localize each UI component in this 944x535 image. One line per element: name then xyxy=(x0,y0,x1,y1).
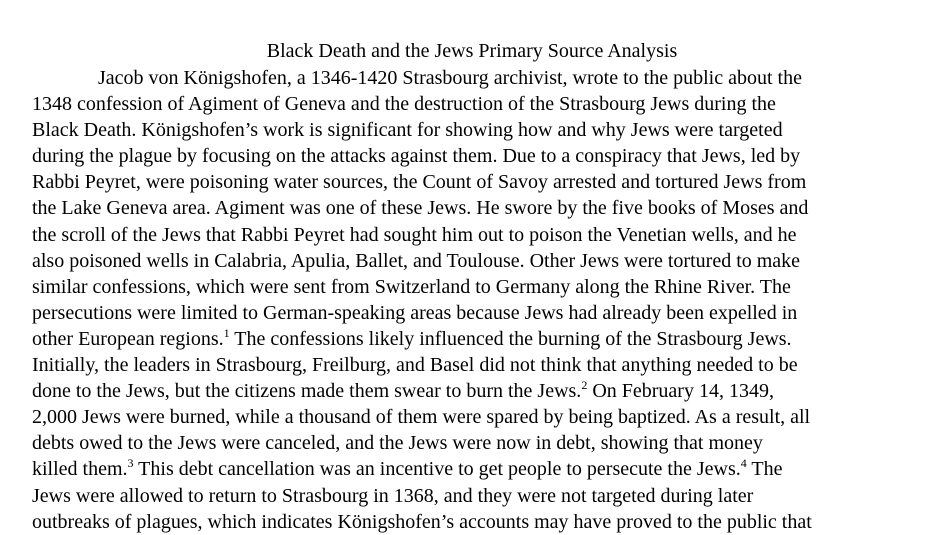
text-segment: The xyxy=(746,458,783,481)
footnote-ref-4[interactable]: 4 xyxy=(740,456,747,471)
text-segment: done to the Jews, but the citizens made them swear to burn the Jews. xyxy=(32,380,582,403)
text-line: debts owed to the Jews were canceled, and the Jews were now in debt, showing that money xyxy=(32,432,763,455)
text-segment: On February 14, 1349, xyxy=(587,380,774,403)
text-line: persecutions were limited to German-speaking areas because Jews had already been expelled in xyxy=(32,301,798,324)
text-line xyxy=(32,378,812,404)
text-line: Rabbi Peyret, were poisoning water sources, the Count of Savoy arrested and tortured Jews from xyxy=(32,171,807,194)
text-line: Jews were allowed to return to Strasbourg in 1368, and they were not targeted during later xyxy=(32,484,754,507)
text-line: Initially, the leaders in Strasbourg, Freilburg, and Basel did not think that anything needed to be xyxy=(32,354,798,377)
text-segment: killed them. xyxy=(32,458,128,481)
text-line: 1348 confession of Agiment of Geneva and the destruction of the Strasbourg Jews during the xyxy=(32,93,776,116)
text-line: 2,000 Jews were burned, while a thousand of them were spared by being baptized. As a result, all xyxy=(32,406,811,429)
text-line: outbreaks of plagues, which indicates Königshofen’s accounts may have proved to the public that xyxy=(32,510,812,533)
text-segment: This debt cancellation was an incentive to get people to persecute the Jews. xyxy=(133,458,741,481)
footnote-ref-1[interactable]: 1 xyxy=(223,325,230,340)
text-line xyxy=(32,326,812,352)
text-segment: The confessions likely influenced the burning of the Strasbourg Jews. xyxy=(229,327,792,350)
document-title: Black Death and the Jews Primary Source Analysis xyxy=(266,40,678,62)
text-line: similar confessions, which were sent from Switzerland to Germany along the Rhine River. The xyxy=(32,275,791,298)
text-segment: other European regions. xyxy=(32,327,224,350)
footnote-ref-3[interactable]: 3 xyxy=(127,456,134,471)
text-line: Black Death. Königshofen’s work is significant for showing how and why Jews were targeted xyxy=(32,119,783,142)
text-line: during the plague by focusing on the attacks against them. Due to a conspiracy that Jews, led by xyxy=(32,145,801,168)
text-line: also poisoned wells in Calabria, Apulia, Ballet, and Toulouse. Other Jews were tortured to make xyxy=(32,249,801,272)
text-line xyxy=(32,456,812,482)
footnote-ref-2[interactable]: 2 xyxy=(581,378,588,393)
document-body xyxy=(32,65,812,535)
text-line: the Lake Geneva area. Agiment was one of these Jews. He swore by the five books of Moses and xyxy=(32,197,809,220)
text-line: the scroll of the Jews that Rabbi Peyret had sought him out to poison the Venetian wells, and he xyxy=(32,223,797,246)
text-line: Jacob von Königshofen, a 1346-1420 Strasbourg archivist, wrote to the public about the xyxy=(98,67,802,89)
